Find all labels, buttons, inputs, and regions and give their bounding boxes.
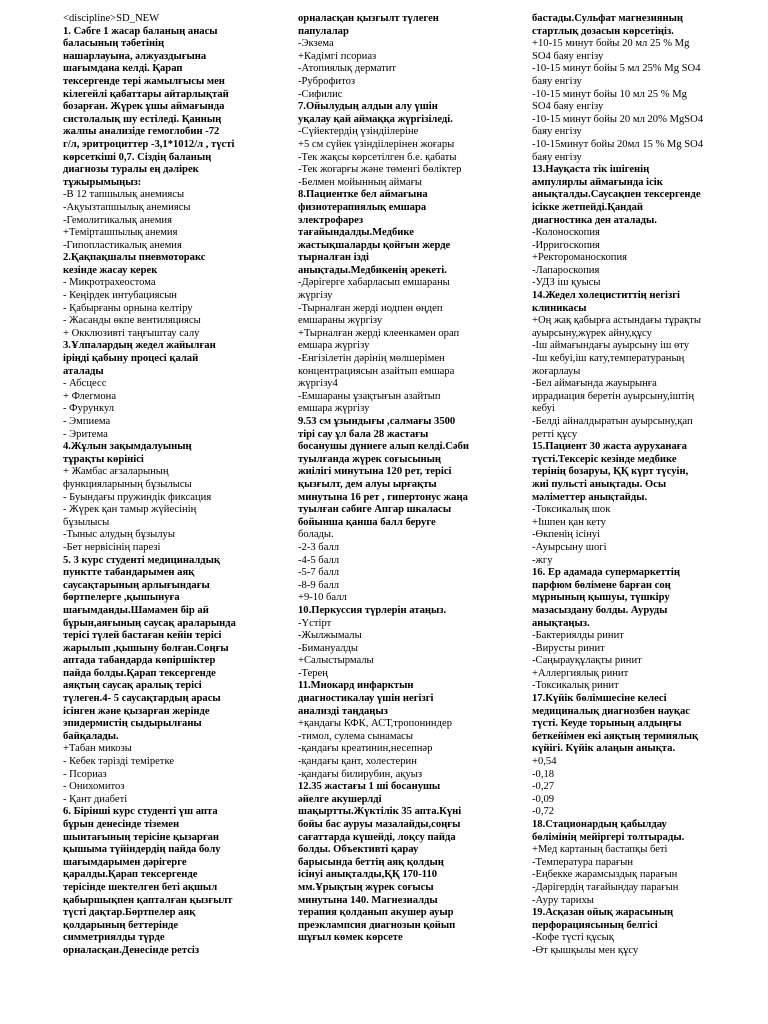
answer-option-line: -қандағы қант, холестерин [298,756,417,768]
question-text-line: 5. 3 курс студенті медициналдық [63,554,221,566]
answer-option-line: -Бел аймағында жауырынға [532,378,657,390]
question-text-line: анализді таңдаңыз [298,705,388,717]
question-text-line: 19.Асқазан ойық жарасының [532,907,674,919]
answer-option-line: -2-3 балл [298,541,340,553]
question-text-line: терапия қолданып акушер ауыр [298,907,454,919]
answer-option-line: -Тыныс алудың бұзылуы [63,529,175,541]
question-text-line: 6. Бірінші курс студенті үш апта [63,806,218,818]
question-text-line: түсті.Тексеріс кезінде медбике [532,453,677,465]
question-text-line: 14.Жедел холециститтің негізгі [532,290,680,302]
answer-option-line: +Тырналған жерді клеенкамен орап [298,327,460,339]
answer-option-line: -Үстірт [298,617,332,629]
question-text-line: ісінуі анықталды,ҚҚ 170-110 [298,869,438,881]
question-text-line: пайда болды.Қарап тексергенде [63,667,216,679]
answer-option-line: -Токсикалық шок [532,504,611,516]
answer-option-line: +Оң жақ қабырға астындағы тұрақты [532,315,701,327]
answer-option-line: -Еңбекке жарамсыздық парағын [532,869,678,881]
answer-option-line: - Жүрек қан тамыр жүйесінің [63,504,197,516]
question-text-line: түсті. Кеуде торының алдыңғы [532,718,682,730]
answer-option-line: -10-15 минут бойы 20 мл 20% MgSO4 [532,113,704,125]
answer-option-line: емшара жүргізу [298,403,370,415]
question-text-line: барысында беттің аяқ қолдың [298,856,444,868]
text-column-2 [298,13,512,1018]
answer-option-line: -0,72 [532,806,555,818]
answer-option-line: + Флегмона [63,390,117,402]
question-text-line: шағымдана келді. Қарап [63,63,183,75]
answer-option-line: +Кәдімгі псориаз [298,50,377,62]
question-text-line: диагностикалау үшін негізгі [298,693,434,705]
answer-option-line: - Фурункул [63,403,115,415]
answer-option-line: -Ақуызтапшылық анемиясы [63,201,191,213]
answer-option-line: -Белмен мойынның аймағы [298,176,423,188]
answer-option-line: ретті құсу [532,428,578,440]
answer-option-line: +Темірташпылық анемия [63,227,178,239]
question-text-line: орналасқан қызғылт түлеген [298,13,439,24]
question-text-line: түлеген.4- 5 саусақтардың арасы [63,693,221,705]
question-text-line: бөртпелерге ,қышынуға [63,592,180,604]
answer-option-line: -Емшараны ұзақтығын азайтып [298,390,441,402]
answer-option-line: - Эмпиема [63,416,111,427]
question-text-line: түсті дақтар.Бөртпелер аяқ [63,907,196,919]
question-text-line: 8.Пациентке бел аймағына [298,189,428,201]
answer-option-line: -қандағы билирубин, ақуыз [298,768,423,780]
answer-option-line: -Бет нервісінің парезі [63,541,161,553]
question-text-line: анықтаңыз. [532,617,590,629]
answer-option-line: -В 12 тапшылық анемиясы [63,189,185,201]
text-column-1 [63,13,279,1018]
question-text-line: 9.53 см ұзындығы ,салмағы 3500 [298,416,456,427]
answer-option-line: -Сүйектердің үзіндіілеріне [298,126,419,138]
question-text-line: анықталды.Саусақпен тексергенде [532,189,701,201]
question-text-line: ісікке жетпейді.Қандай [532,201,644,213]
question-text-line: жиілігі минутына 120 рет, терісі [298,466,452,478]
question-text-line: 18.Стационардың қабылдау [532,819,667,830]
answer-option-line: SO4 баяу енгізу [532,50,604,62]
question-text-line: бозарған. Жүрек ұшы аймағында [63,101,225,113]
answer-option-line: -Белді айналдыратын ауырсыну,қап [532,416,693,427]
answer-option-line: + Жамбас ағзаларының [63,466,169,478]
question-text-line: тексергенде тері жамылғысы мен [63,75,225,87]
question-text-line: 15.Пациент 30 жаста ауруханаға [532,441,687,453]
answer-option-line: +Табан микозы [63,743,132,755]
question-text-line: систолалық шу естіледі. Қанның [63,113,222,125]
answer-option-line: -Бактериялды ринит [532,630,624,642]
answer-option-line: концентрациясын азайтып емшара [298,365,455,377]
answer-option-line: -Ауру тарихы [532,894,594,906]
answer-option-line: -Лапароскопия [532,264,600,276]
question-text-line: 4.Жұлын зақымдалуының [63,441,192,453]
question-text-line: күйігі. Күйік алаңын анықта. [532,743,676,755]
answer-option-line: -жгу [532,554,553,566]
question-text-line: 13.Науқаста тік ішігенің [532,164,650,176]
question-text-line: қаралды.Қарап тексергенде [63,869,198,881]
answer-option-line: -Кофе түсті құсық [532,932,614,944]
answer-option-line: емшара жүргізу [298,340,370,352]
question-text-line: клиникасы [532,302,587,314]
question-text-line: бөлімінің мейіргері толтырады. [532,831,685,843]
text-column-3 [532,13,760,1018]
question-text-line: 16. Ер адамада супермаркеттің [532,567,680,579]
question-text-line: парфюм бөлімене барған соң [532,579,671,591]
answer-option-line: -Ауырсыну шогі [532,541,607,553]
question-text-line: тырналған ізді [298,252,369,264]
question-text-line: жастықшаларды қойғын жерде [298,239,451,251]
answer-option-line: -10-15 минут бойы 10 мл 25 % Mg [532,88,687,100]
answer-option-line: - Буындағы пружиндік фиксация [63,491,212,503]
answer-option-line: -Тек жоғарғы және төменгі бөліктер [298,164,462,176]
answer-option-line: -Дәрігерге хабарласып емшараны [298,277,450,289]
answer-option-line: функцияларының бұзылысы [63,478,192,490]
question-text-line: 1. Сәбге 1 жасар баланың анасы [63,25,218,37]
answer-option-line: - Қант диабеті [63,793,128,805]
question-text-line: 2.Қақпақшалы пневмоторакс [63,252,206,264]
question-text-line: терінің бозаруы, ҚҚ күрт түсуін, [532,466,689,478]
question-text-line: пунктте табандарымен аяқ [63,567,195,579]
question-text-line: аталады [63,365,104,377]
answer-option-line: жүргізу4 [298,378,338,390]
answer-option-line: -10-15минут бойы 20мл 15 % Mg SO4 [532,138,704,150]
answer-option-line: - Кеңірдек интубациясын [63,290,177,302]
answer-option-line: + Окклюзивті таңғыштау салу [63,327,200,339]
answer-option-line: - Кебек тәрізді теміретке [63,756,175,768]
question-text-line: кезінде жасау керек [63,264,158,276]
question-text-line: эпидермистің сыдырылғаны [63,718,202,730]
question-text-line: жиі пульсті анықтады. Осы [532,478,667,490]
answer-option-line: +Аллергиялық ринит [532,667,629,679]
answer-option-line: баяу енгізу [532,126,582,138]
question-text-line: нашарлауына, әлжуаздығына [63,50,207,62]
answer-option-line: -қандағы креатинин,несепнәр [298,743,433,755]
answer-option-line: +қандағы КФК, АСТ,тропониндер [298,718,452,730]
question-text-line: преэклампсия диагнозын қойып [298,919,456,931]
answer-option-line: -Токсикалық ринит [532,680,619,692]
question-text-line: аптада табандарда көпіршіктер [63,655,216,667]
question-text-line: минутына 16 рет , гипертонус жаңа [298,491,468,503]
answer-option-line: болады. [298,529,334,541]
question-text-line: перфорациясының белгісі [532,919,658,931]
answer-option-line: кебуі [532,403,555,415]
answer-option-line: -Руброфитоз [298,75,356,87]
answer-option-line: <discipline>SD_NEW [63,13,160,24]
question-text-line: іріңді қабыну процесі қалай [63,353,199,365]
question-text-line: бойынша қанша балл беруге [298,516,436,528]
question-text-line: мәліметтер анықтайды. [532,491,648,503]
question-text-line: физиотерапиялық емшара [298,201,427,213]
answer-option-line: +Салыстырмалы [298,655,374,667]
question-text-line: бұрын денесінде тіземен [63,819,180,830]
question-text-line: папулалар [298,25,349,37]
answer-option-line: -Гипопластикалық анемия [63,239,182,251]
answer-option-line: баяу енгізу [532,75,582,87]
answer-option-line: -Жылжымалы [298,630,362,642]
answer-option-line: -Іш кебуі,іш кату,температураның [532,353,685,365]
question-text-line: кілегейлі қабаттары айтарлықтай [63,88,229,100]
answer-option-line: -Өт қышқылы мен құсу [532,944,639,956]
answer-option-line: -0,09 [532,793,555,805]
question-text-line: шынтағының терісіне қызарған [63,831,220,843]
question-text-line: ампулярлы аймағында ісік [532,176,663,188]
answer-option-line: иррадиация беретін ауырсыну,іштің [532,390,695,402]
question-text-line: шақыртты.Жүктілік 35 апта.Күні [298,806,462,818]
answer-option-line: -Терең [298,667,328,679]
answer-option-line: +10-15 минут бойы 20 мл 25 % Mg [532,38,690,50]
answer-option-line: +9-10 балл [298,592,347,604]
question-text-line: шұғыл көмек көрсете [298,932,403,944]
question-text-line: беткейімен екі аяқтың термиялық [532,730,699,742]
question-text-line: жарылып ,қышыну болған.Соңғы [63,642,229,654]
question-text-line: бұрын,аяғының саусақ араларында [63,617,236,629]
answer-option-line: -Өкпенің ісінуі [532,529,601,541]
answer-option-line: -Тырналған жерді иодпен өңдеп [298,302,443,314]
question-text-line: туылғанда жүрек соғысының [298,453,441,465]
question-text-line: мұрнының қышуы, түшкіру [532,592,670,604]
answer-option-line: -8-9 балл [298,579,340,591]
answer-option-line: -0,18 [532,768,555,780]
answer-option-line: жоғарлауы [532,365,581,377]
answer-option-line: жүргізу [298,290,333,302]
question-text-line: туылған сәбиге Апгар шкаласы [298,504,452,516]
question-text-line: медициналық диагнозбен науқас [532,705,691,717]
question-text-line: уқалау қай аймаққа жүргізіледі. [298,113,453,125]
question-text-line: диагностика ден аталады. [532,214,657,226]
answer-option-line: ауырсыну,жүрек айну,құсу [532,327,652,339]
question-text-line: терісінде шектелген беті ақшыл [63,881,218,893]
question-text-line: тұрақты көрінісі [63,453,144,465]
answer-option-line: -Колоноскопия [532,227,600,239]
question-text-line: терісі түлей бастаған кейін терісі [63,630,222,642]
question-text-line: анықтады.Медбикенің әрекеті. [298,264,447,276]
answer-option-line: - Жасанды өкпе вентиляциясы [63,315,201,327]
question-text-line: симметриялды түрде [63,932,165,944]
answer-option-line: +Мед картаның бастапқы беті [532,844,668,856]
question-text-line: тұжырымыңыз: [63,176,142,188]
answer-option-line: +Ішпен қан кету [532,516,606,528]
question-text-line: шағымданды.Шамамен бір ай [63,604,209,616]
answer-option-line: -5-7 балл [298,567,340,579]
question-text-line: сағаттарда күшейді, лоқсу пайда [298,831,456,843]
question-text-line: орналасқан.Денесінде ретсіз [63,944,200,956]
answer-option-line: -Вирусты ринит [532,642,605,654]
question-text-line: стартлық дозасын көрсетіңіз. [532,25,674,37]
question-text-line: 7.Ойылудың алдын алу үшін [298,101,438,113]
question-text-line: мм.Ұрықтың жүрек соғысы [298,881,434,893]
answer-option-line: +Ректороманоскопия [532,252,627,264]
answer-option-line: баяу енгізу [532,151,582,163]
question-text-line: электрофарез [298,214,364,226]
question-text-line: аяқтың саусақ аралық терісі [63,680,202,692]
answer-option-line: -Атопиялық дерматит [298,63,397,75]
answer-option-line: бұзылысы [63,516,110,528]
question-text-line: диагнозы туралы ең дәлірек [63,164,199,176]
answer-option-line: - Псориаз [63,768,107,780]
question-text-line: бастады.Сульфат магнезияның [532,13,684,24]
question-text-line: бойы бас ауруы мазалайды,соңғы [298,819,461,830]
question-text-line: ісінген және қызарған жерінде [63,705,210,717]
question-text-line: тірі сау ұл бала 28 жастағы [298,428,429,440]
question-text-line: әйелге акушерлді [298,793,382,805]
answer-option-line: -4-5 балл [298,554,340,566]
question-text-line: қабыршықпен қапталған қызғылт [63,894,233,906]
answer-option-line: - Қабырғаны орнына келтіру [63,302,193,314]
answer-option-line: -Сифилис [298,88,343,100]
question-text-line: көрсеткіші 0,7. Сіздің баланың [63,151,212,163]
answer-option-line: -Экзема [298,38,334,50]
answer-option-line: -Саңырауқұлақты ринит [532,655,642,667]
answer-option-line: SO4 баяу енгізу [532,101,604,113]
question-text-line: байқалады. [63,730,119,742]
answer-option-line: +5 см сүйек үзіндіілерінен жоғары [298,138,455,150]
answer-option-line: -Іш аймағындағы ауырсыну іш өту [532,340,690,352]
answer-option-line: - Эритема [63,428,108,440]
question-text-line: 12.35 жастағы 1 ші босанушы [298,781,441,793]
question-text-line: шағымдарымен дәрігерге [63,856,187,868]
question-text-line: баласының тәбетінің [63,38,165,50]
question-text-line: болды. Объективті қарау [298,844,419,856]
answer-option-line: +0,54 [532,756,557,768]
answer-option-line: -Енгізілетін дәрінің мөлшерімен [298,353,445,365]
answer-option-line: -УДЗ іш қуысы [532,277,601,289]
question-text-line: 10.Перкуссия түрлерін атаңыз. [298,604,447,616]
question-text-line: 17.Күйік бөлімшесіне келесі [532,693,667,705]
question-text-line: тағайындалды.Медбике [298,227,414,239]
answer-option-line: -Тек жақсы көрсетілген б.е. қабаты [298,151,457,163]
answer-option-line: -Ирригоскопия [532,239,600,251]
answer-option-line: -Бимануалды [298,642,359,654]
question-text-line: минутына 140. Магнезиалды [298,894,438,906]
answer-option-line: -10-15 минут бойы 5 мл 25% Mg SO4 [532,63,701,75]
question-text-line: 11.Миокард инфарктын [298,680,414,692]
answer-option-line: -тимол, сулема сынамасы [298,730,413,742]
answer-option-line: -Дәрігердің тағайындау парағын [532,881,679,893]
question-text-line: жалпы анализіде гемоглобин -72 [63,126,220,138]
answer-option-line: -0,27 [532,781,555,793]
answer-option-line: - Онихомитоз [63,781,125,793]
question-text-line: г/л, эритроциттер -3,1*1012/л , түсті [63,138,235,150]
answer-option-line: -Гемолитикалық анемия [63,214,172,226]
question-text-line: 3.Ұлпалардың жедел жайылған [63,340,216,352]
answer-option-line: емшараны жүргізу [298,315,383,327]
question-text-line: қызғылт, дем алуы ырғақты [298,478,437,490]
answer-option-line: -Температура парағын [532,856,634,868]
question-text-line: қолдарының беттерінде [63,919,179,931]
answer-option-line: - Микротрахеостома [63,277,156,289]
question-text-line: босанушы дүниеге алып келді.Сәби [298,441,469,453]
question-text-line: мазасыздану болды. Ауруды [532,604,668,616]
question-text-line: қышыма түйіндердің пайда болу [63,844,221,856]
answer-option-line: - Абсцесс [63,378,107,390]
question-text-line: саусақтарының арлығындағы [63,579,210,591]
